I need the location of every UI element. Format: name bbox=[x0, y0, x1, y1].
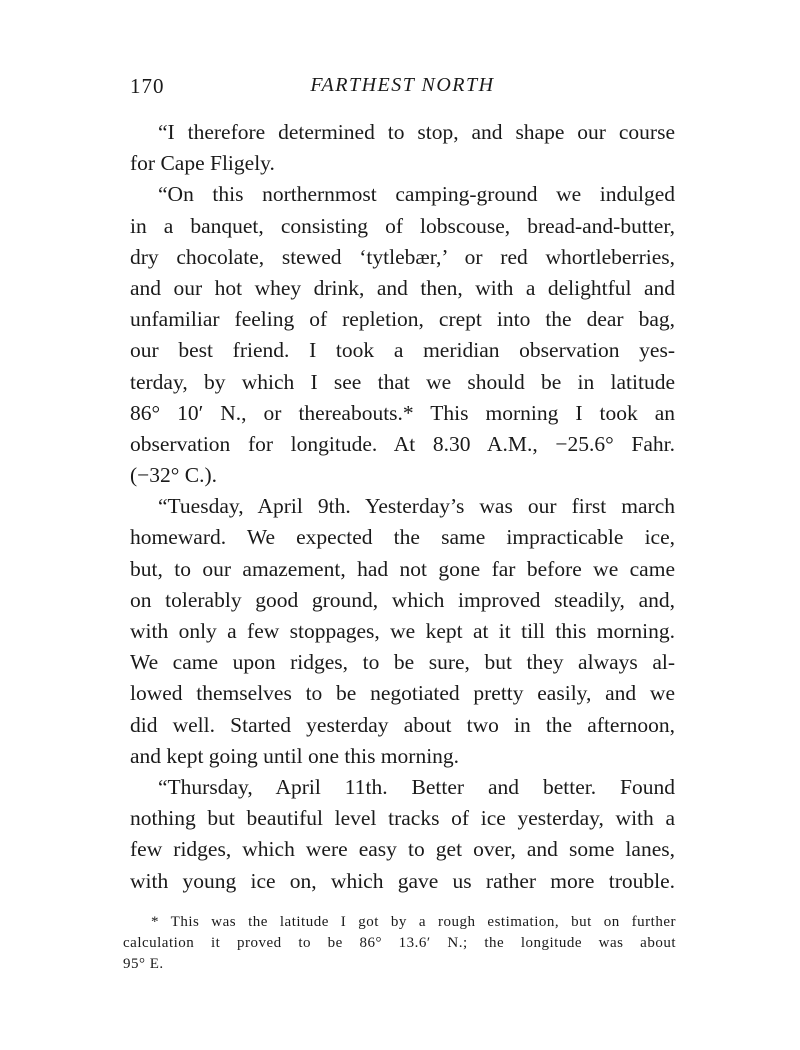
footnote-line: * This was the latitude I got by a rough estimation, but on further bbox=[151, 914, 676, 930]
text-line: “Thursday, April 11th. Better and better. Found bbox=[158, 774, 675, 799]
text-line: but, to our amazement, had not gone far before we came bbox=[130, 556, 675, 581]
text-line: did well. Started yesterday about two in the afternoon, bbox=[130, 712, 675, 737]
text-line: unfamiliar feeling of repletion, crept into the dear bag, bbox=[130, 307, 675, 332]
text-line: nothing but beautiful level tracks of ice yesterday, with a bbox=[130, 806, 675, 831]
text-line: We came upon ridges, to be sure, but they always al- bbox=[130, 650, 675, 675]
text-line: “On this northernmost camping-ground we indulged bbox=[158, 182, 675, 207]
text-line: with only a few stoppages, we kept at it till this morning. bbox=[130, 619, 675, 643]
text-line: 86° 10′ N., or thereabouts.* This morning I took an bbox=[130, 400, 675, 425]
text-line: with young ice on, which gave us rather more trouble. bbox=[130, 868, 675, 893]
text-line: lowed themselves to be negotiated pretty easily, and we bbox=[130, 681, 675, 706]
text-line: in a banquet, consisting of lobscouse, bread-and-butter, bbox=[130, 213, 675, 238]
body-text bbox=[130, 117, 675, 897]
text-line: dry chocolate, stewed ‘tytlebær,’ or red whortleberries, bbox=[130, 244, 675, 269]
text-line: homeward. We expected the same impracticable ice, bbox=[130, 525, 675, 550]
text-line: for Cape Fligely. bbox=[130, 151, 275, 176]
running-title: FARTHEST NORTH bbox=[310, 74, 495, 96]
text-line: observation for longitude. At 8.30 A.M., −25.6° Fahr. bbox=[130, 431, 675, 456]
footnote bbox=[123, 912, 676, 975]
text-line: and kept going until one this morning. bbox=[130, 743, 460, 768]
footnote-line: calculation it proved to be 86° 13.6′ N.; the longitude was about bbox=[123, 935, 676, 951]
text-line: “Tuesday, April 9th. Yesterday’s was our first march bbox=[158, 494, 675, 519]
text-line: and our hot whey drink, and then, with a delightful and bbox=[130, 275, 675, 300]
text-line: terday, by which I see that we should be in latitude bbox=[130, 369, 675, 394]
footnote-line: 95° E. bbox=[123, 956, 164, 972]
text-line: on tolerably good ground, which improved steadily, and, bbox=[130, 587, 675, 612]
text-line: (−32° C.). bbox=[130, 463, 218, 488]
running-head bbox=[130, 74, 675, 100]
page-number: 170 bbox=[130, 74, 165, 98]
text-line: our best friend. I took a meridian observation yes- bbox=[130, 338, 675, 363]
text-line: “I therefore determined to stop, and shape our course bbox=[158, 120, 675, 144]
text-line: few ridges, which were easy to get over, and some lanes, bbox=[130, 837, 675, 862]
